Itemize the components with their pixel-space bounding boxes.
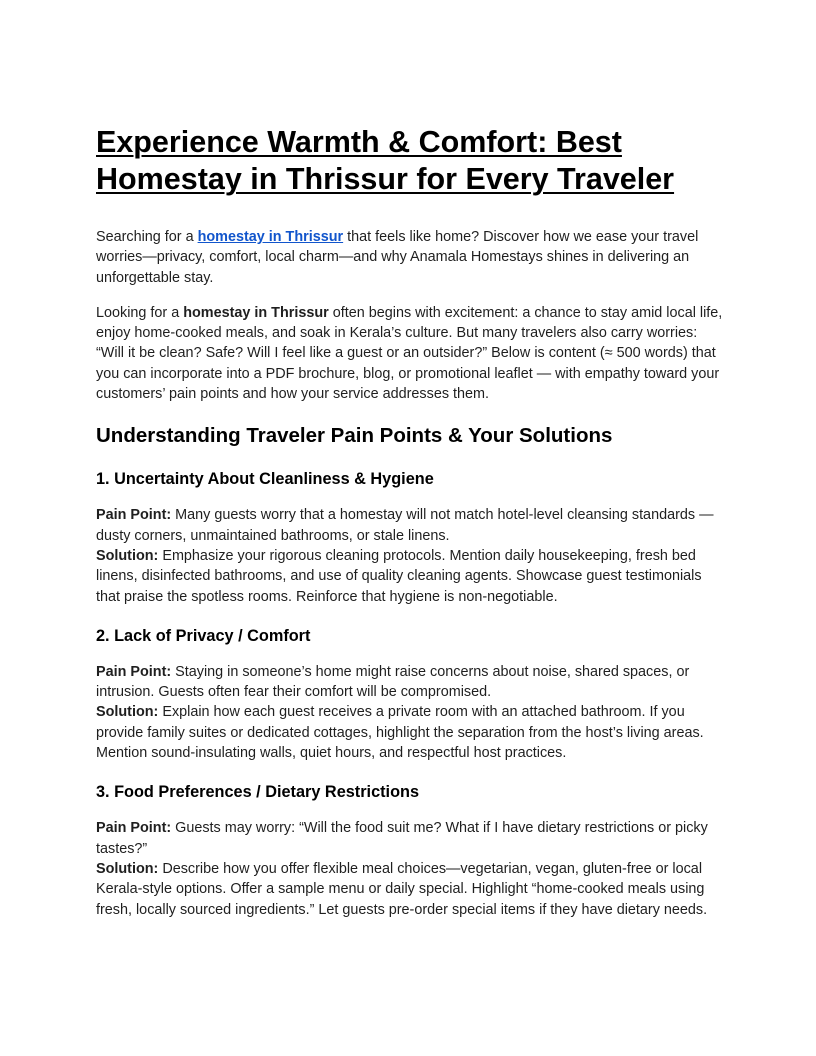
page-title: Experience Warmth & Comfort: Best Homestay in Thrissur for Every Traveler bbox=[96, 125, 675, 196]
lead-text-end: often begins with excitement: a chance to stay amid local life, enjoy home-cooked meals, and soak in Kerala’s culture. But many travelers also carry worries: “Will it be clean? Safe? Will I feel like a guest or an outsider?” Below is content (≈ 500 words) that you can incorporate into a PDF brochure, blog, or promotional leaflet — with empathy toward your customers’ pain points and how your service addresses them. bbox=[96, 304, 723, 403]
subsection-heading: 2. Lack of Privacy / Comfort bbox=[96, 626, 311, 645]
section-heading: Understanding Traveler Pain Points & Your Solutions bbox=[96, 424, 613, 448]
subsection-body bbox=[96, 505, 724, 606]
lead-text-start: Looking for a bbox=[96, 304, 184, 321]
lead-paragraph bbox=[96, 303, 724, 404]
document-content bbox=[96, 124, 724, 920]
pain-point-text: Staying in someone’s home might raise concerns about noise, shared spaces, or intrusion. Guests often fear their comfort will be compromised. bbox=[96, 663, 690, 701]
solution-text: Describe how you offer flexible meal choices—vegetarian, vegan, gluten-free or local Kerala-style options. Offer a sample menu or daily special. Highlight “home-cooked meals using fresh, locally sourced ingredients.” Let guests pre-order special items if they have dietary needs. bbox=[96, 860, 708, 918]
pain-point-label: Pain Point: bbox=[96, 507, 172, 524]
subsection-heading: 1. Uncertainty About Cleanliness & Hygiene bbox=[96, 470, 434, 489]
subsection-body bbox=[96, 818, 724, 919]
solution-text: Explain how each guest receives a private room with an attached bathroom. If you provide family suites or dedicated cottages, highlight the separation from the host’s living areas. Mention sound-insulating walls, quiet hours, and respectful host practices. bbox=[96, 704, 704, 762]
pain-point-text: Many guests worry that a homestay will not match hotel-level cleansing standards — dusty corners, unmaintained bathrooms, or stale linens. bbox=[96, 507, 714, 544]
pain-point-text: Guests may worry: “Will the food suit me? What if I have dietary restrictions or picky tastes?” bbox=[96, 820, 708, 857]
pain-point-label: Pain Point: bbox=[96, 820, 172, 837]
subsection-heading: 3. Food Preferences / Dietary Restrictions bbox=[96, 783, 420, 802]
pain-point-label: Pain Point: bbox=[96, 663, 172, 680]
lead-bold-keyword: homestay in Thrissur bbox=[183, 304, 329, 321]
solution-text: Emphasize your rigorous cleaning protocols. Mention daily housekeeping, fresh bed linens, disinfected bathrooms, and use of quality cleaning agents. Showcase guest testimonials that praise the spotless rooms. Reinforce that hygiene is non-negotiable. bbox=[96, 547, 702, 605]
solution-label: Solution: bbox=[96, 860, 159, 877]
solution-label: Solution: bbox=[96, 547, 159, 564]
intro-text-end: that feels like home? Discover how we ease your travel worries—privacy, comfort, local charm—and why Anamala Homestays shines in delivering an unforgettable stay. bbox=[96, 229, 699, 286]
intro-text-start: Searching for a bbox=[96, 229, 198, 245]
intro-paragraph bbox=[96, 227, 724, 288]
subsection-body bbox=[96, 662, 724, 763]
homestay-link[interactable]: homestay in Thrissur bbox=[197, 229, 344, 245]
solution-label: Solution: bbox=[96, 704, 159, 721]
